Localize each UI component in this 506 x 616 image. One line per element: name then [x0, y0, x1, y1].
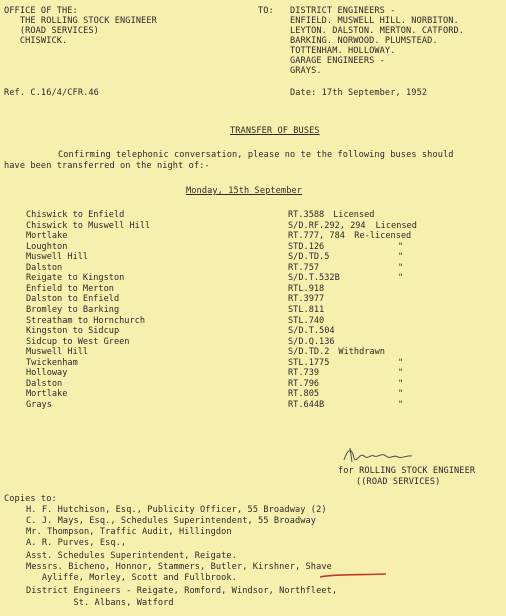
- transfer-route: Dalston: [26, 378, 63, 389]
- copies-line: Messrs. Bicheno, Honnor, Stammers, Butler, Kirshner, Shave: [26, 562, 332, 572]
- transfer-route: Dalston to Enfield: [26, 294, 120, 305]
- signature-line-1: for ROLLING STOCK ENGINEER: [338, 466, 476, 476]
- transfer-note: ": [398, 368, 404, 379]
- copies-line: Asst. Schedules Superintendent, Reigate.: [26, 551, 237, 561]
- to-line-6: GARAGE ENGINEERS -: [290, 56, 385, 66]
- signature-line-2: ((ROAD SERVICES): [356, 477, 441, 487]
- red-pen-underline: [318, 572, 388, 580]
- transfer-route: Loughton: [26, 241, 68, 252]
- transfer-bus: STL.811: [288, 304, 325, 315]
- from-line-2: THE ROLLING STOCK ENGINEER: [4, 16, 157, 26]
- transfer-bus: RT.739: [288, 368, 320, 379]
- transfer-note: ": [398, 252, 404, 263]
- transfer-note: Licensed: [375, 220, 417, 231]
- transfer-route: Sidcup to West Green: [26, 336, 130, 347]
- transfer-bus: RT.805: [288, 389, 320, 400]
- transfer-route: Mortlake: [26, 231, 68, 242]
- transfer-route: Chiswick to Enfield: [26, 210, 125, 220]
- transfer-note: Re-licensed: [354, 231, 412, 242]
- date: Date: 17th September, 1952: [290, 88, 428, 98]
- copies-line: C. J. Mays, Esq., Schedules Superintendent, 55 Broadway: [26, 516, 317, 526]
- intro-line-2: have been transferred on the night of:-: [4, 161, 210, 171]
- to-line-3: LEYTON. DALSTON. MERTON. CATFORD.: [290, 26, 465, 36]
- copies-line: H. F. Hutchison, Esq., Publicity Officer, 55 Broadway (2): [26, 505, 327, 515]
- from-line-3: (ROAD SERVICES): [4, 26, 99, 36]
- transfer-bus: STD.126: [288, 241, 325, 252]
- transfer-route: Kingston to Sidcup: [26, 326, 120, 337]
- transfer-bus: RT.777, 784: [288, 231, 345, 242]
- transfer-route: Grays: [26, 399, 52, 410]
- transfer-note: ": [398, 399, 404, 410]
- transfer-note: ": [398, 262, 404, 273]
- to-label: TO:: [258, 6, 274, 16]
- transfer-bus: S/D.Q.136: [288, 336, 335, 347]
- transfer-bus: RT.644B: [288, 399, 325, 410]
- transfer-route: Reigate to Kingston: [26, 273, 125, 284]
- copies-line: St. Albans, Watford: [26, 598, 174, 608]
- transfer-route: Holloway: [26, 368, 68, 379]
- intro-line-1: Confirming telephonic conversation, please no te the following buses should: [58, 150, 454, 160]
- transfer-bus: STL.740: [288, 315, 325, 326]
- transfer-note: Withdrawn: [338, 347, 385, 358]
- transfer-route: Chiswick to Muswell Hill: [26, 220, 151, 231]
- transfer-route: Streatham to Hornchurch: [26, 315, 145, 326]
- day-heading: Monday, 15th September: [186, 186, 303, 196]
- transfer-note: ": [398, 241, 404, 252]
- transfer-note: ": [398, 389, 404, 400]
- copies-line: A. R. Purves, Esq.,: [26, 538, 127, 548]
- transfer-route: Enfield to Merton: [26, 283, 114, 294]
- transfer-bus: RTL.918: [288, 283, 325, 294]
- transfer-bus: RT.757: [288, 262, 320, 273]
- transfer-bus: STL.1775: [288, 357, 330, 368]
- transfer-bus: RT.3588: [288, 210, 325, 220]
- to-line-2: ENFIELD. MUSWELL HILL. NORBITON.: [290, 16, 459, 26]
- copies-label: Copies to:: [4, 494, 57, 504]
- transfer-bus: S/D.TD.2: [288, 347, 330, 358]
- from-line-4: CHISWICK.: [4, 36, 68, 46]
- memo-title: TRANSFER OF BUSES: [230, 126, 320, 136]
- from-line-1: OFFICE OF THE:: [4, 6, 78, 16]
- transfer-route: Dalston: [26, 262, 63, 273]
- transfer-note: ": [398, 357, 404, 368]
- to-line-1: DISTRICT ENGINEERS -: [290, 6, 396, 16]
- transfer-route: Mortlake: [26, 389, 68, 400]
- transfer-bus: RT.796: [288, 378, 320, 389]
- copies-line: Mr. Thompson, Traffic Audit, Hillingdon: [26, 527, 232, 537]
- transfer-bus: S/D.T.532B: [288, 273, 340, 284]
- to-line-7: GRAYS.: [290, 66, 322, 76]
- transfer-route: Muswell Hill: [26, 252, 89, 263]
- reference: Ref. C.16/4/CFR.46: [4, 88, 99, 98]
- transfer-bus: S/D.T.504: [288, 326, 335, 337]
- transfer-route: Muswell Hill: [26, 347, 89, 358]
- transfer-note: ": [398, 273, 404, 284]
- transfer-route: Twickenham: [26, 357, 78, 368]
- transfer-note: Licensed: [333, 210, 375, 220]
- transfer-bus: RT.3977: [288, 294, 325, 305]
- copies-line: Ayliffe, Morley, Scott and Fullbrook.: [26, 573, 237, 583]
- signature-scribble: [340, 444, 420, 466]
- copies-line: District Engineers - Reigate, Romford, Windsor, Northfleet,: [26, 586, 338, 596]
- transfer-note: ": [398, 378, 404, 389]
- to-line-5: TOTTENHAM. HOLLOWAY.: [290, 46, 396, 56]
- transfer-bus: S/D.RF.292, 294: [288, 220, 366, 231]
- transfer-route: Bromley to Barking: [26, 304, 120, 315]
- to-line-4: BARKING. NORWOOD. PLUMSTEAD.: [290, 36, 438, 46]
- transfer-bus: S/D.TD.5: [288, 252, 330, 263]
